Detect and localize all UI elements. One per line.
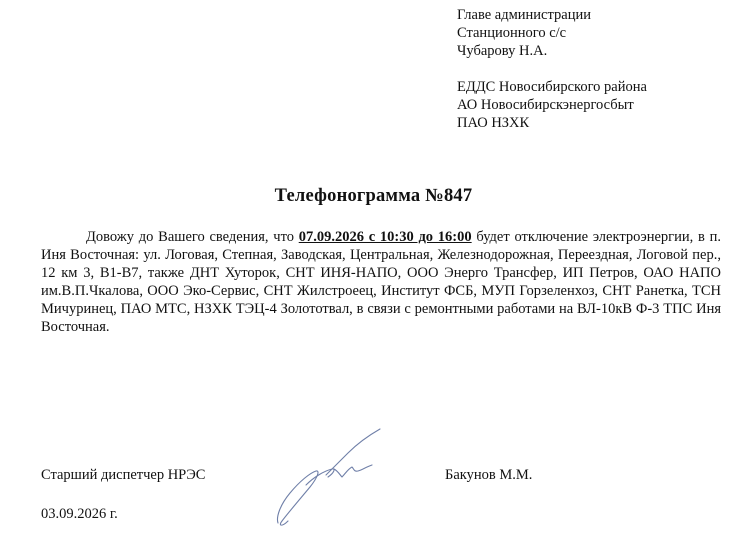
body-paragraph — [41, 228, 721, 336]
signer-role: Старший диспетчер НРЭС — [41, 467, 206, 483]
document-title: Телефонограмма №847 — [274, 186, 473, 206]
document-date: 03.09.2026 г. — [41, 506, 118, 522]
addressee-line: ЕДДС Новосибирского района — [457, 79, 647, 95]
addressee-gap — [457, 60, 647, 78]
addressee-line: Главе администрации — [457, 7, 591, 23]
handwritten-signature — [270, 425, 390, 530]
addressee-line: ПАО НЗХК — [457, 115, 530, 131]
signer-name: Бакунов М.М. — [445, 467, 533, 483]
addressee-line: Чубарову Н.А. — [457, 43, 548, 59]
body-intro: Довожу до Вашего сведения, что — [86, 229, 299, 245]
body-rest: будет отключение электроэнергии, в п. Иня Восточная: ул. Логовая, Степная, Заводская, Центральная, Железнодорожная, Переездная, Логовой пер., 12 км 3, В1-В7, также ДНТ Хуторок, СНТ ИНЯ-НАПО, ООО Энерго Трансфер, ИП Петров, ОАО НАПО им.В.П.Чкалова, ООО Эко-Сервис, СНТ Жилстроеец, Институт ФСБ, МУП Горзеленхоз, СНТ Ранетка, ТСН Мичуринец, ПАО МТС, НЗХК ТЭЦ-4 Золототвал, в связи с ремонтными работами на ВЛ-10кВ Ф-3 ТПС Иня Восточная. — [41, 229, 721, 335]
addressee-line: АО Новосибирскэнергосбыт — [457, 97, 634, 113]
outage-date-time: 07.09.2026 с 10:30 до 16:00 — [298, 229, 472, 245]
addressee-block — [457, 6, 647, 132]
addressee-line: Станционного с/с — [457, 25, 567, 41]
